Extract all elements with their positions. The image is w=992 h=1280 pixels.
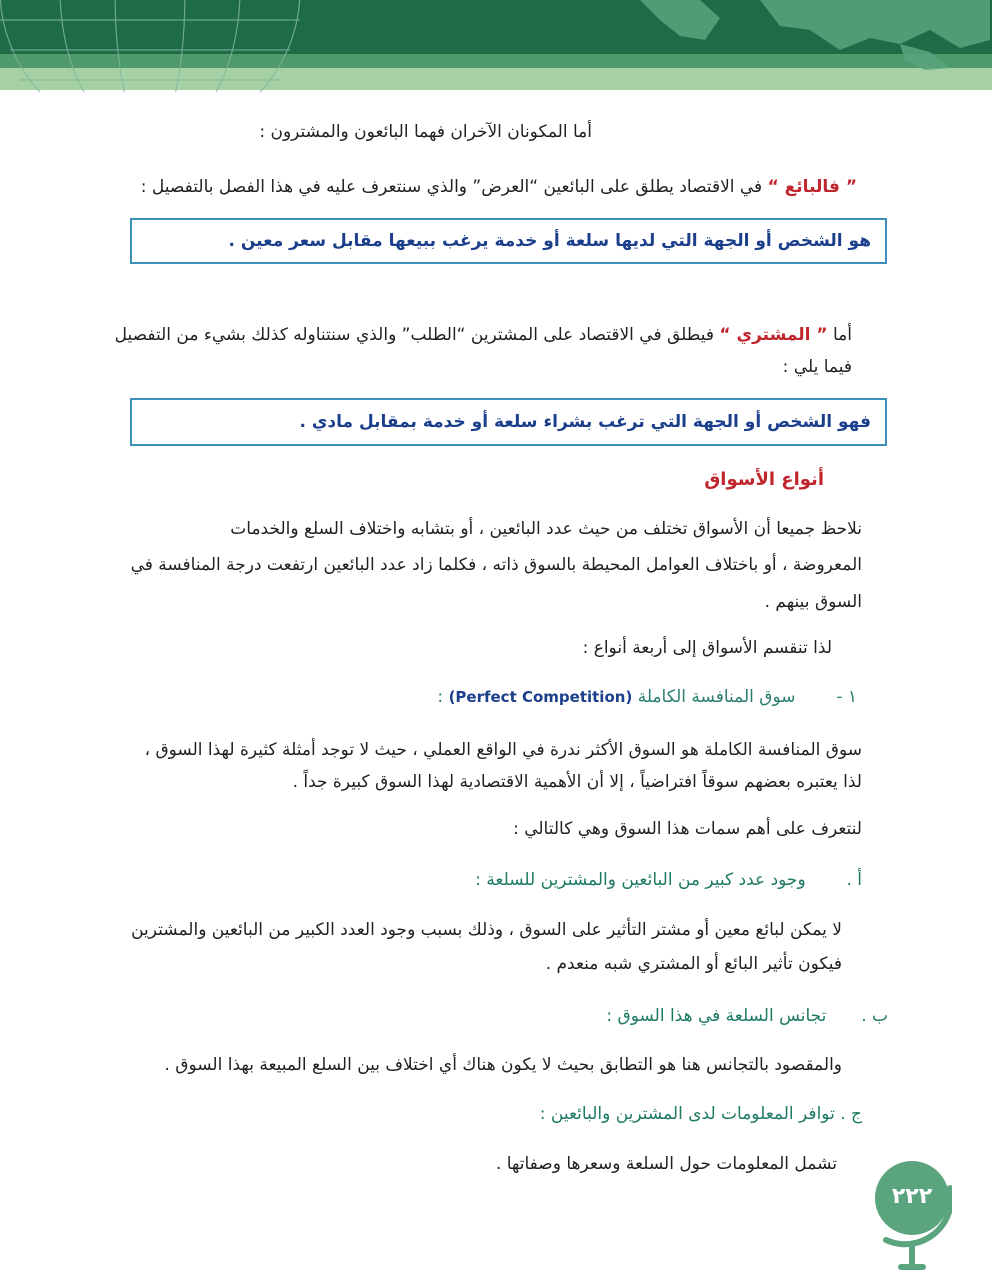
- intro-line-1: نلاحظ جميعا أن الأسواق تختلف من حيث عدد البائعين ، أو بتشابه واختلاف السلع والخدمات: [230, 519, 862, 539]
- feature-b-heading: [606, 1004, 888, 1028]
- section-title: أنواع الأسواق: [704, 469, 824, 490]
- feature-c-title: توافر المعلومات لدى المشترين والبائعين :: [539, 1104, 835, 1124]
- type1-title: سوق المنافسة الكاملة: [637, 687, 796, 707]
- page-number: ٢٢٢: [891, 1184, 933, 1209]
- seller-term: ” فالبائع “: [767, 177, 857, 197]
- intro-line-2: المعروضة ، أو باختلاف العوامل المحيطة بالسوق ذاته ، فكلما زاد عدد البائعين ارتفعت درجة المنافسة في: [130, 555, 862, 575]
- intro-line-3: السوق بينهم .: [764, 592, 862, 612]
- type1-desc-line-2: لذا يعتبره بعضهم سوقاً افتراضياً ، إلا أن الأهمية الاقتصادية لهذا السوق كبيرة جداً .: [292, 772, 862, 792]
- seller-definition-box: [130, 218, 887, 264]
- seller-definition-text: هو الشخص أو الجهة التي لديها سلعة أو خدمة يرغب ببيعها مقابل سعر معين .: [228, 231, 871, 251]
- feature-a-title: وجود عدد كبير من البائعين والمشترين للسلعة :: [475, 870, 806, 890]
- buyer-text: فيطلق في الاقتصاد على المشترين “الطلب” والذي سنتناوله كذلك بشيء من التفصيل: [114, 325, 720, 345]
- feature-c-heading: [540, 1102, 862, 1126]
- paragraph-buyer: أما ” المشتري “ فيطلق في الاقتصاد على المشترين “الطلب” والذي سنتناوله كذلك بشيء من التفصيل: [114, 325, 852, 345]
- feature-a-desc-line-1: لا يمكن لبائع معين أو مشتر التأثير على السوق ، وذلك بسبب وجود العدد الكبير من البائعين والمشترين: [131, 920, 842, 940]
- feature-a-heading: [475, 868, 862, 892]
- type1-english: (Perfect Competition): [448, 688, 633, 706]
- buyer-definition-box: [130, 398, 887, 446]
- globe-map-header-graphic: [0, 0, 992, 92]
- paragraph-components: أما المكونان الآخران فهما البائعون والمشترون :: [259, 122, 592, 142]
- feature-c-desc: تشمل المعلومات حول السلعة وسعرها وصفاتها .: [495, 1154, 837, 1174]
- page-header-band: [0, 0, 992, 92]
- types-intro: لذا تنقسم الأسواق إلى أربعة أنواع :: [582, 638, 832, 658]
- paragraph-buyer-line2: فيما يلي :: [782, 357, 852, 377]
- seller-text: في الاقتصاد يطلق على البائعين “العرض” والذي سنتعرف عليه في هذا الفصل بالتفصيل :: [140, 177, 768, 197]
- feature-b-desc: والمقصود بالتجانس هنا هو التطابق بحيث لا يكون هناك أي اختلاف بين السلع المبيعة بهذا السوق .: [164, 1055, 842, 1075]
- feature-a-letter: أ .: [846, 870, 862, 890]
- type1-desc-line-1: سوق المنافسة الكاملة هو السوق الأكثر ندرة في الواقع العملي ، حيث لا توجد أمثلة كثيرة لهذا السوق ،: [144, 740, 862, 760]
- feature-a-desc-line-2: فيكون تأثير البائع أو المشتري شبه منعدم .: [545, 954, 842, 974]
- feature-b-letter: ب .: [861, 1006, 888, 1026]
- buyer-definition-text: فهو الشخص أو الجهة التي ترغب بشراء سلعة أو خدمة بمقابل مادي .: [299, 412, 871, 432]
- page-number-globe: [872, 1148, 952, 1276]
- features-intro: لنتعرف على أهم سمات هذا السوق وهي كالتالي :: [513, 819, 862, 839]
- globe-stand-icon: [872, 1148, 952, 1276]
- type1-number: ١ -: [836, 687, 857, 707]
- paragraph-seller: [141, 175, 857, 199]
- buyer-term: ” المشتري “: [719, 325, 828, 345]
- feature-b-title: تجانس السلعة في هذا السوق :: [606, 1006, 827, 1026]
- feature-c-letter: ج .: [840, 1104, 862, 1124]
- type1-heading: ١ - سوق المنافسة الكاملة (Perfect Competition) :: [437, 687, 857, 707]
